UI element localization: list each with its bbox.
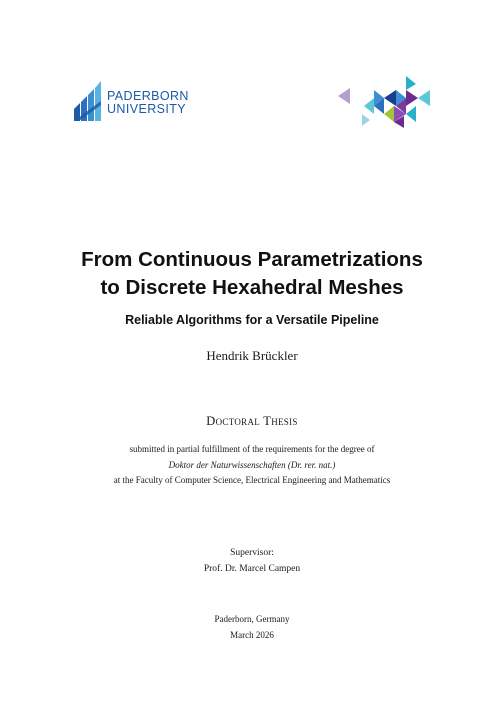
place-date-block — [0, 611, 504, 643]
fulfillment-line1: submitted in partial fulfillment of the requirements for the degree of — [129, 444, 375, 454]
title-line1: From Continuous Parametrizations — [81, 248, 423, 271]
supervisor-label: Supervisor: — [230, 548, 274, 558]
triangle-mosaic-icon — [338, 76, 433, 132]
thesis-type: Doctoral Thesis — [206, 414, 298, 428]
fulfillment-statement — [0, 442, 504, 489]
institute-triangle-logo — [338, 76, 433, 132]
thesis-subtitle: Reliable Algorithms for a Versatile Pipeline — [125, 313, 379, 327]
supervisor-block — [0, 545, 504, 577]
university-name — [107, 90, 189, 116]
degree-name: Doktor der Naturwissenschaften (Dr. rer. nat.) — [168, 459, 336, 470]
university-name-line1: PADERBORN — [107, 89, 189, 103]
university-name-line2: UNIVERSITY — [107, 102, 187, 116]
paderborn-university-logo — [74, 77, 204, 121]
university-emblem-icon — [74, 77, 106, 121]
fulfillment-line3: at the Faculty of Computer Science, Electrical Engineering and Mathematics — [113, 475, 391, 485]
thesis-title — [0, 246, 504, 302]
place: Paderborn, Germany — [214, 614, 290, 624]
title-line2: to Discrete Hexahedral Meshes — [100, 276, 404, 299]
author-name: Hendrik Brückler — [206, 348, 298, 363]
date: March 2026 — [230, 630, 274, 640]
supervisor-name: Prof. Dr. Marcel Campen — [203, 564, 301, 574]
